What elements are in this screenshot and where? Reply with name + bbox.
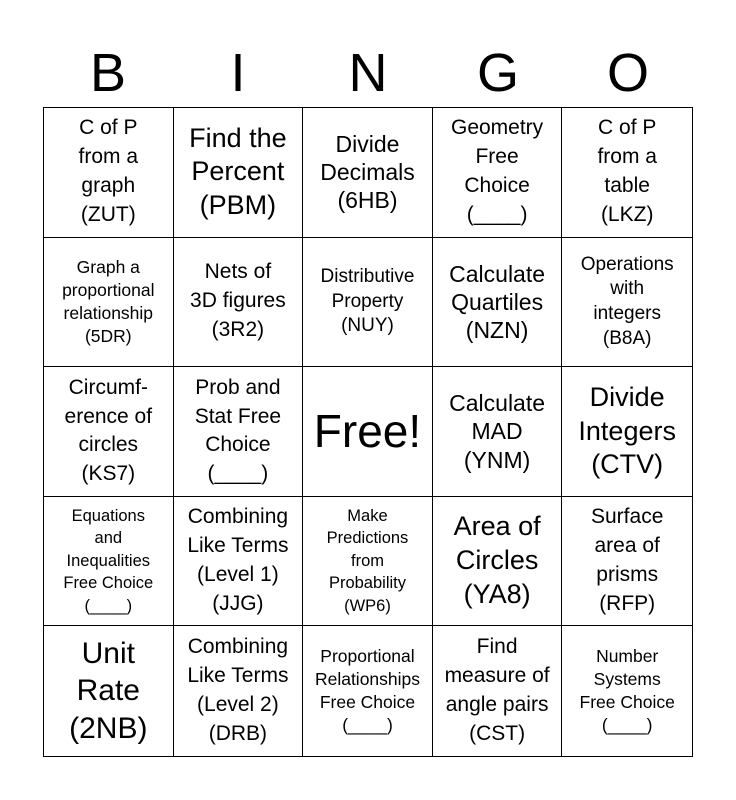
bingo-cell: Make Predictions from Probability (WP6) <box>303 497 433 627</box>
bingo-cell: Combining Like Terms (Level 2) (DRB) <box>174 626 304 756</box>
header-letter-o: O <box>606 43 649 103</box>
bingo-cell: Find measure of angle pairs (CST) <box>433 626 563 756</box>
bingo-cell: Calculate MAD (YNM) <box>433 367 563 497</box>
bingo-cell: Unit Rate (2NB) <box>44 626 174 756</box>
header-letter-b: B <box>89 43 127 103</box>
bingo-cell: Surface area of prisms (RFP) <box>562 497 692 627</box>
bingo-cell: Nets of 3D figures (3R2) <box>174 238 304 368</box>
bingo-cell: C of P from a graph (ZUT) <box>44 108 174 238</box>
bingo-cell: Number Systems Free Choice (____) <box>579 646 675 736</box>
bingo-cell: Geometry Free Choice (____) <box>433 108 563 238</box>
bingo-cell: Combining Like Terms (Level 1) (JJG) <box>174 497 304 627</box>
bingo-cell: C of P from a table (LKZ) <box>562 108 692 238</box>
bingo-cell: Area of Circles (YA8) <box>433 497 563 627</box>
bingo-cell: Prob and Stat Free Choice (____) <box>174 367 304 497</box>
bingo-header <box>43 38 693 108</box>
header-letter-i: I <box>230 43 246 103</box>
bingo-cell: Divide Integers (CTV) <box>562 367 692 497</box>
bingo-cell: Find the Percent (PBM) <box>174 108 304 238</box>
bingo-cell: Operations with integers (B8A) <box>562 238 692 368</box>
bingo-cell: Distributive Property (NUY) <box>303 238 433 368</box>
bingo-board <box>43 107 693 757</box>
header-letter-n: N <box>348 43 388 103</box>
free-space: Free! <box>303 367 433 497</box>
bingo-cell: Equations and Inequalities Free Choice (____) <box>44 497 174 627</box>
bingo-cell: Divide Decimals (6HB) <box>303 108 433 238</box>
bingo-cell: Circumf- erence of circles (KS7) <box>44 367 174 497</box>
bingo-cell: Calculate Quartiles (NZN) <box>433 238 563 368</box>
bingo-cell: Proportional Relationships Free Choice (____) <box>303 626 433 756</box>
header-letter-g: G <box>476 43 519 103</box>
bingo-cell: Graph a proportional relationship (5DR) <box>44 238 174 368</box>
